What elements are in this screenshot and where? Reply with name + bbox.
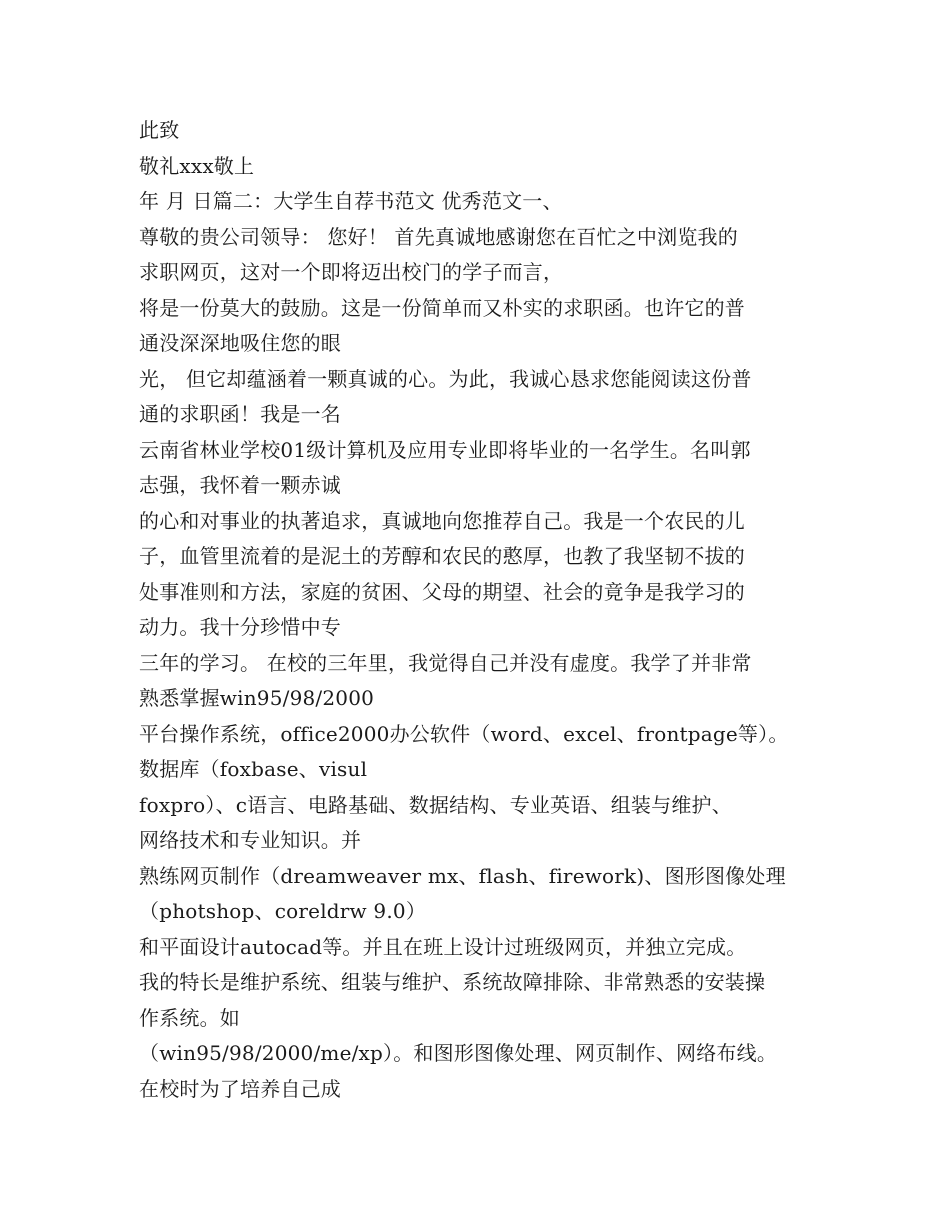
text-line: 作系统。如 [139, 1006, 240, 1030]
text-line: 子，血管里流着的是泥土的芳醇和农民的憨厚，也教了我坚韧不拔的 [139, 544, 745, 568]
text-line: （win95/98/2000/me/xp）。和图形图像处理、网页制作、网络布线。 [139, 1041, 778, 1065]
text-line: 通没深深地吸住您的眼 [139, 331, 341, 355]
text-line: （photshop、coreldrw 9.0） [139, 899, 427, 923]
text-line: 熟练网页制作（dreamweaver mx、flash、firework)、图形图像处理 [139, 864, 786, 888]
text-line: 尊敬的贵公司领导： 您好！ 首先真诚地感谢您在百忙之中浏览我的 [139, 225, 738, 249]
text-line: 求职网页，这对一个即将迈出校门的学子而言， [139, 260, 564, 284]
text-line: 我的特长是维护系统、组装与维护、系统故障排除、非常熟悉的安装操 [139, 970, 766, 994]
text-line: 熟悉掌握win95/98/2000 [139, 686, 375, 710]
text-line: 平台操作系统，office2000办公软件（word、excel、frontpage等）。 [139, 722, 789, 746]
text-line: 数据库（foxbase、visul [139, 757, 368, 781]
text-line: 的心和对事业的执著追求，真诚地向您推荐自己。我是一个农民的儿 [139, 509, 745, 533]
text-line: 通的求职函！我是一名 [139, 402, 341, 426]
text-line: 三年的学习。 在校的三年里，我觉得自己并没有虚度。我学了并非常 [139, 651, 752, 675]
text-line: 在校时为了培养自己成 [139, 1077, 341, 1101]
text-line: 网络技术和专业知识。并 [139, 828, 362, 852]
text-line: foxpro）、c语言、电路基础、数据结构、专业英语、组装与维护、 [139, 793, 732, 817]
text-line: 年 月 日篇二：大学生自荐书范文 优秀范文一、 [139, 189, 563, 213]
text-line: 动力。我十分珍惜中专 [139, 615, 341, 639]
text-line: 光， 但它却蕴涵着一颗真诚的心。为此，我诚心恳求您能阅读这份普 [139, 367, 752, 391]
text-line: 云南省林业学校01级计算机及应用专业即将毕业的一名学生。名叫郭 [139, 438, 751, 462]
text-line: 敬礼xxx敬上 [139, 154, 255, 178]
text-line: 和平面设计autocad等。并且在班上设计过班级网页，并独立完成。 [139, 935, 747, 959]
text-line: 志强，我怀着一颗赤诚 [139, 473, 341, 497]
text-line: 将是一份莫大的鼓励。这是一份简单而又朴实的求职函。也许它的普 [139, 296, 745, 320]
text-line: 处事准则和方法，家庭的贫困、父母的期望、社会的竟争是我学习的 [139, 580, 745, 604]
text-line: 此致 [139, 118, 180, 142]
